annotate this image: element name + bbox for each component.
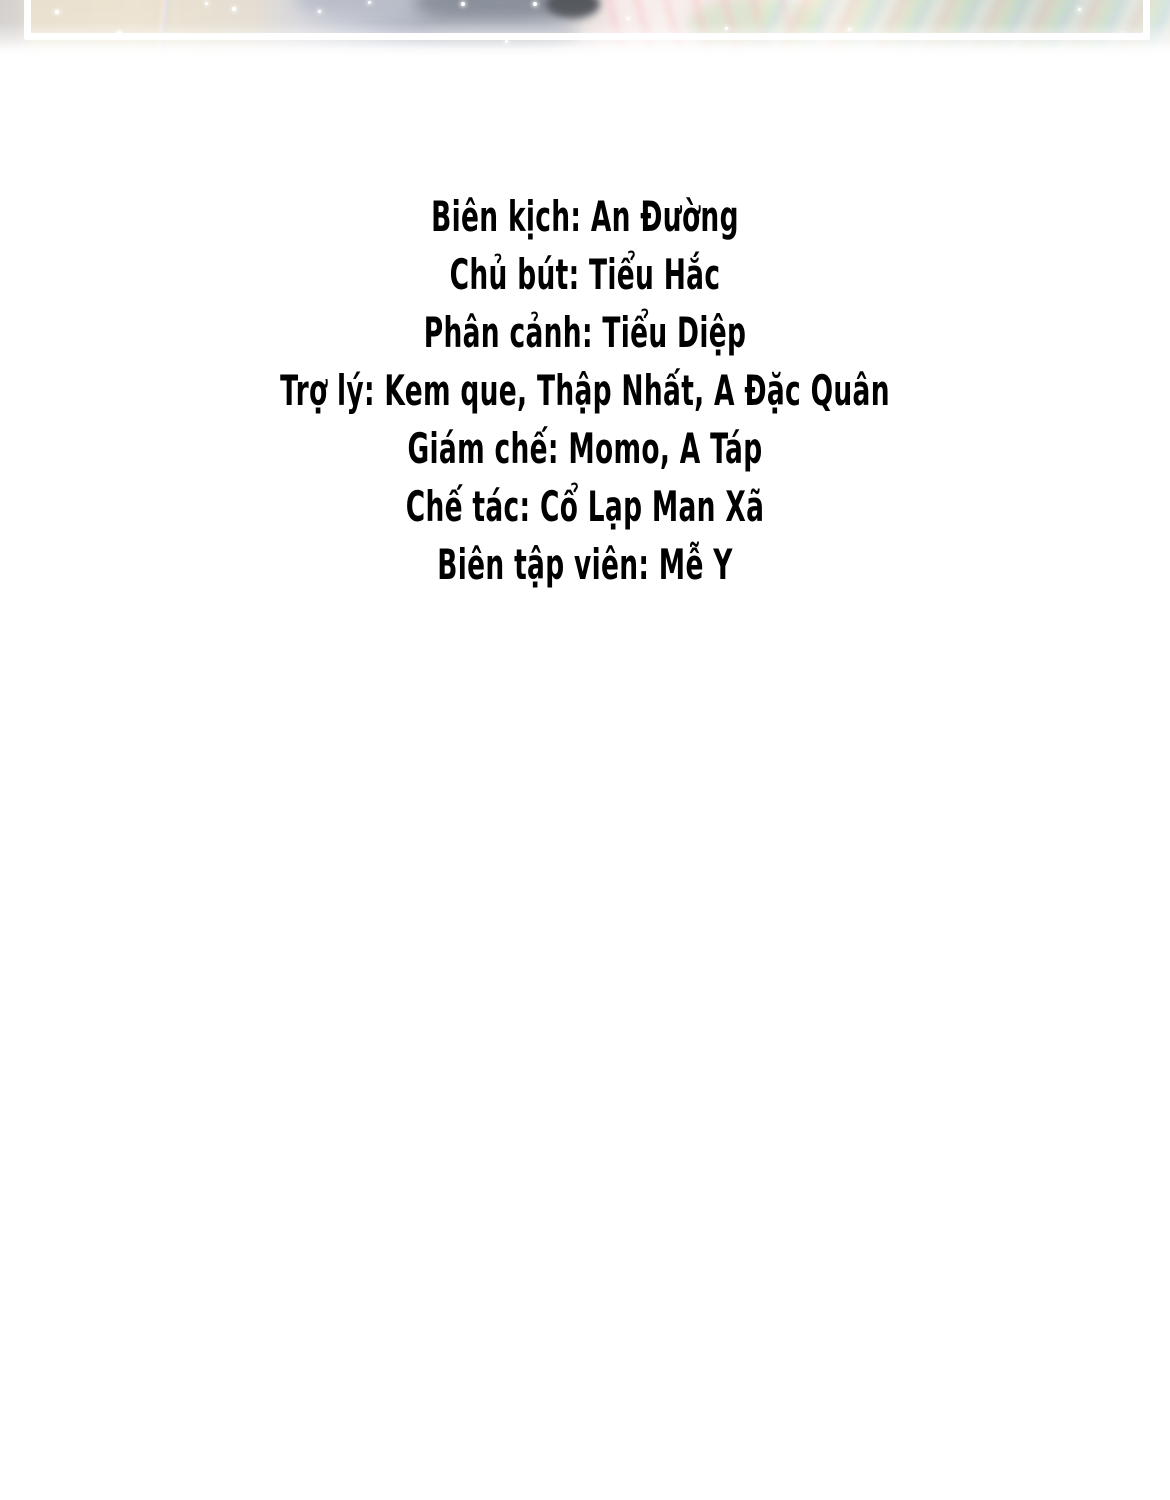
- credit-line-supervisors: Giám chế: Momo, A Táp: [407, 424, 763, 473]
- credits-block: [0, 188, 1170, 594]
- artwork-fade-overlay: [0, 0, 1170, 56]
- credit-line-editor: Biên tập viên: Mễ Y: [437, 540, 733, 589]
- credit-line-chief-writer: Chủ bút: Tiểu Hắc: [449, 250, 721, 299]
- header-artwork: [0, 0, 1170, 56]
- credit-line-screenwriter: Biên kịch: An Đường: [431, 192, 739, 241]
- credit-line-storyboard: Phân cảnh: Tiểu Diệp: [423, 308, 747, 357]
- credit-line-assistants: Trợ lý: Kem que, Thập Nhất, A Đặc Quân: [280, 366, 890, 415]
- credit-line-production: Chế tác: Cổ Lạp Man Xã: [405, 482, 765, 531]
